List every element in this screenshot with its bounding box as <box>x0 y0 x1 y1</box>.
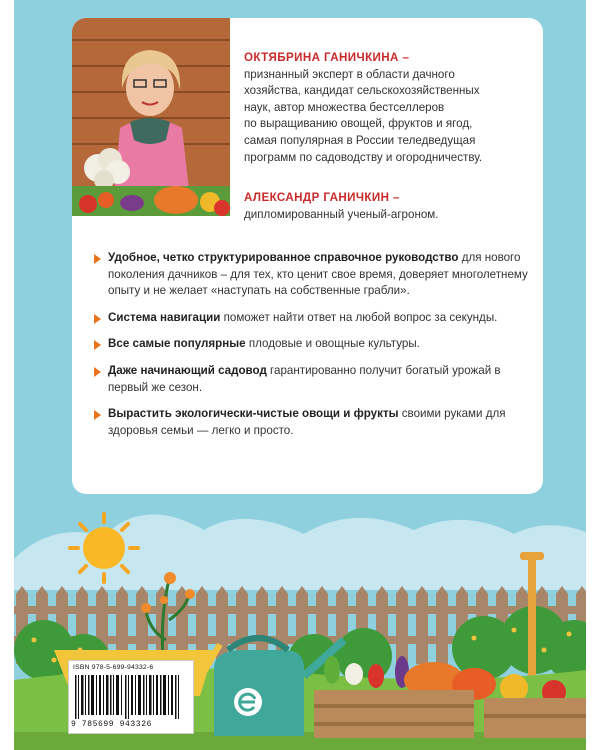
bullet-arrow-icon <box>94 367 101 377</box>
publisher-logo-icon <box>233 687 263 717</box>
feature-text: поможет найти ответ на любой вопрос за секунды. <box>220 310 498 324</box>
author-bio: дипломированный ученый-агроном. <box>244 207 439 221</box>
isbn-number: ISBN 978-5-699-94332-6 <box>73 664 154 671</box>
feature-bold: Удобное, четко структурированное справочное руководство <box>108 251 459 264</box>
book-back-cover <box>14 0 586 750</box>
feature-text: своими руками для здоровья семьи — легко и просто. <box>108 407 506 437</box>
feature-text: для нового поколения дачников – для тех, кто ценит свое время, доверяет многолетнему опыту и не желает «наступать на собственные грабли». <box>108 251 528 298</box>
feature-list <box>94 250 534 449</box>
author-bio: признанный эксперт в области дачного хозяйства, кандидат сельскохозяйственных наук, автор множества бестселлеров по выращиванию овощей, фруктов и ягод, самая популярная в России теледведущая программ по садоводству и огородничеству. <box>244 67 483 164</box>
info-panel <box>72 18 543 494</box>
author-name: АЛЕКСАНДР ГАНИЧКИН – <box>244 191 400 204</box>
feature-item <box>94 363 534 396</box>
feature-item <box>94 406 534 439</box>
feature-bold: Вырастить экологически-чистые овощи и фрукты <box>108 407 399 421</box>
feature-item <box>94 336 534 353</box>
feature-bold: Все самые популярные <box>108 337 246 351</box>
bullet-arrow-icon <box>94 340 101 350</box>
author-photo-illustration <box>72 18 230 216</box>
author-block-1 <box>244 50 534 166</box>
feature-item <box>94 310 534 327</box>
author-name: ОКТЯБРИНА ГАНИЧКИНА – <box>244 51 410 64</box>
barcode-bars <box>75 675 187 719</box>
author-block-2 <box>244 190 534 223</box>
isbn-barcode <box>68 660 194 734</box>
feature-text: плодовые и овощные культуры. <box>245 337 420 351</box>
feature-bold: Даже начинающий садовод <box>108 363 267 377</box>
barcode-digits: 9 785699 943326 <box>71 720 153 729</box>
feature-text: гарантированно получит богатый урожай в первый же сезон. <box>108 363 501 394</box>
feature-bold: Система навигации <box>108 310 221 324</box>
feature-item <box>94 250 534 300</box>
bullet-arrow-icon <box>94 254 101 264</box>
bullet-arrow-icon <box>94 410 101 420</box>
author-photo <box>72 18 230 216</box>
bullet-arrow-icon <box>94 314 101 324</box>
